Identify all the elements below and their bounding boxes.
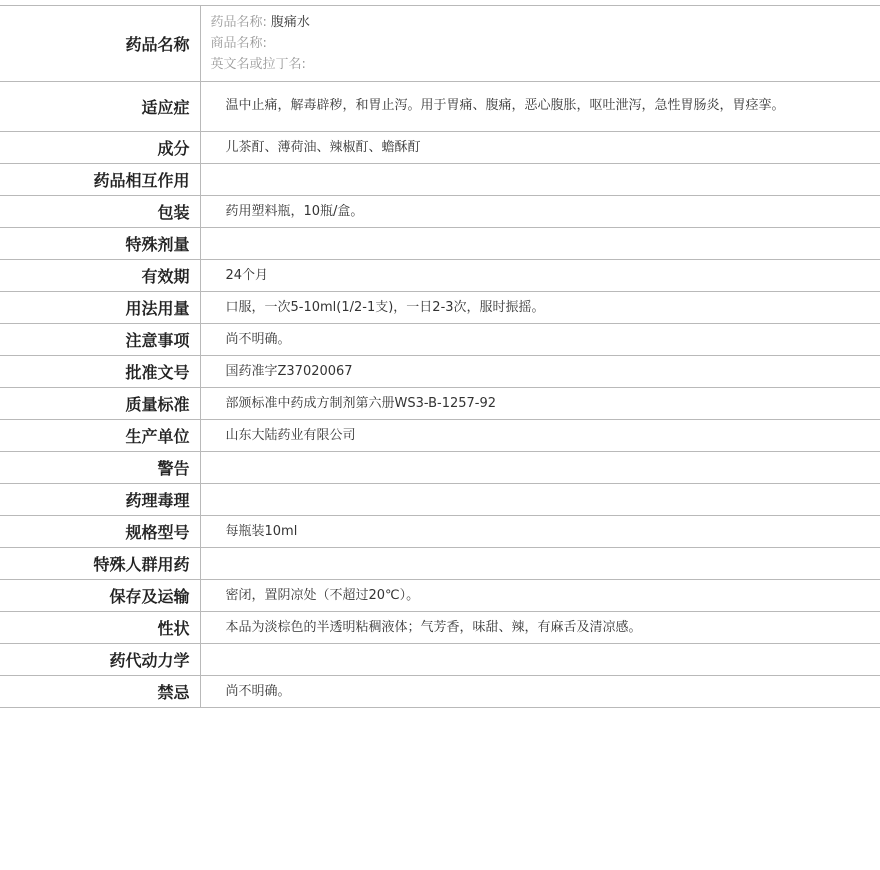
row-pharmacokinetics: [0, 644, 880, 676]
row-label: 注意事项: [0, 324, 200, 356]
drug-spec-sheet: [0, 5, 880, 708]
row-indications: [0, 82, 880, 132]
row-label: 质量标准: [0, 388, 200, 420]
generic-name-key: 药品名称:: [210, 15, 267, 30]
row-value: [200, 228, 880, 260]
row-label: 成分: [0, 132, 200, 164]
row-description: [0, 612, 880, 644]
row-label: 用法用量: [0, 292, 200, 324]
trade-name-key: 商品名称:: [210, 36, 267, 51]
trade-name-line: [211, 33, 861, 54]
row-value: 温中止痛，解毒辟秽，和胃止泻。用于胃痛、腹痛，恶心腹胀，呕吐泄泻，急性胃肠炎，胃痉挛。: [200, 82, 880, 132]
row-value: 每瓶装10ml: [200, 516, 880, 548]
row-value: 口服，一次5-10ml(1/2-1支)，一日2-3次，服时振摇。: [200, 292, 880, 324]
row-label: 生产单位: [0, 420, 200, 452]
row-special-populations: [0, 548, 880, 580]
row-label: 警告: [0, 452, 200, 484]
row-label: 性状: [0, 612, 200, 644]
row-label: 药品相互作用: [0, 164, 200, 196]
row-contraindications: [0, 676, 880, 708]
row-label: 药代动力学: [0, 644, 200, 676]
row-label: 有效期: [0, 260, 200, 292]
row-label: 特殊人群用药: [0, 548, 200, 580]
row-label: 包装: [0, 196, 200, 228]
row-label: 特殊剂量: [0, 228, 200, 260]
row-special-dosage: [0, 228, 880, 260]
row-value: 尚不明确。: [200, 324, 880, 356]
row-storage-transport: [0, 580, 880, 612]
row-value: 密闭，置阴凉处（不超过20℃）。: [200, 580, 880, 612]
row-quality-standard: [0, 388, 880, 420]
row-label: 药理毒理: [0, 484, 200, 516]
row-ingredients: [0, 132, 880, 164]
latin-name-key: 英文名或拉丁名:: [210, 57, 306, 72]
row-value: [200, 484, 880, 516]
row-precautions: [0, 324, 880, 356]
row-value: [200, 548, 880, 580]
row-value: [200, 644, 880, 676]
drug-spec-table: [0, 5, 880, 708]
generic-name-value: 腹痛水: [270, 15, 310, 30]
row-label: 药品名称: [0, 6, 200, 82]
row-drug-name: [0, 6, 880, 82]
row-value: 尚不明确。: [200, 676, 880, 708]
row-value: 儿茶酊、薄荷油、辣椒酊、蟾酥酊: [200, 132, 880, 164]
row-label: 禁忌: [0, 676, 200, 708]
row-value: 部颁标准中药成方制剂第六册WS3-B-1257-92: [200, 388, 880, 420]
row-specification: [0, 516, 880, 548]
row-warning: [0, 452, 880, 484]
row-value: 本品为淡棕色的半透明粘稠液体；气芳香，味甜、辣，有麻舌及清凉感。: [200, 612, 880, 644]
row-value: 24个月: [200, 260, 880, 292]
row-approval-number: [0, 356, 880, 388]
row-pharmacology-toxicology: [0, 484, 880, 516]
row-value: 山东大陆药业有限公司: [200, 420, 880, 452]
row-shelf-life: [0, 260, 880, 292]
row-label: 适应症: [0, 82, 200, 132]
row-interactions: [0, 164, 880, 196]
row-packaging: [0, 196, 880, 228]
row-usage-dosage: [0, 292, 880, 324]
row-label: 批准文号: [0, 356, 200, 388]
row-manufacturer: [0, 420, 880, 452]
row-label: 保存及运输: [0, 580, 200, 612]
latin-name-line: [211, 54, 861, 75]
row-value: [200, 164, 880, 196]
generic-name-line: [211, 12, 861, 33]
row-value: 国药准字Z37020067: [200, 356, 880, 388]
row-label: 规格型号: [0, 516, 200, 548]
row-value: 药用塑料瓶，10瓶/盒。: [200, 196, 880, 228]
row-value: [200, 452, 880, 484]
names-cell: [200, 6, 880, 82]
